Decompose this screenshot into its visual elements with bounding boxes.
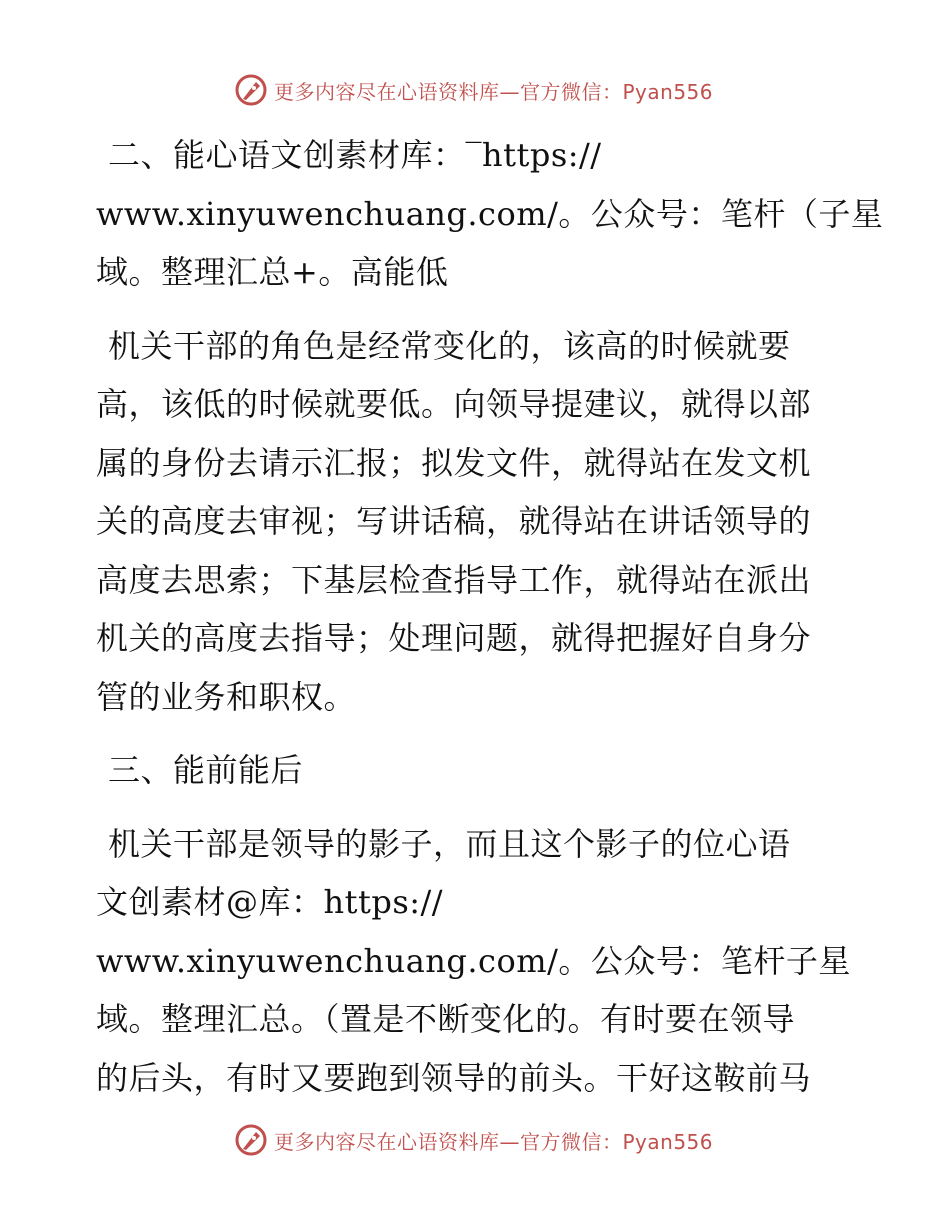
- text-line: 域。整理汇总。（置是不断变化的。有时要在领导: [96, 1000, 796, 1038]
- text-line: 机关的高度去指导；处理问题，就得把握好自身分: [96, 619, 812, 657]
- header-watermark-banner: [234, 72, 713, 108]
- text-line: 管的业务和职权。: [96, 677, 357, 716]
- paragraph-first-line: 机关干部的角色是经常变化的，该高的时候就要: [108, 326, 791, 365]
- text-line: 高度去思索；下基层检查指导工作，就得站在派出: [96, 560, 812, 599]
- text-line: www.xinyuwenchuang.com/。公众号：笔杆（子星: [96, 194, 884, 233]
- text-line: 域。整理汇总+。高能低: [96, 253, 449, 291]
- text-line: 的后头，有时又要跑到领导的前头。干好这鞍前马: [96, 1058, 812, 1097]
- pen-nib-logo-icon: [234, 1123, 268, 1157]
- document-body: [96, 126, 884, 1107]
- text-line: www.xinyuwenchuang.com/。公众号：笔杆子星: [96, 941, 851, 980]
- heading-section-two: 二、能心语文创素材库：‾https://: [108, 136, 602, 174]
- text-line: 关的高度去审视；写讲话稿，就得站在讲话领导的: [96, 502, 812, 540]
- text-line: 高，该低的时候就要低。向领导提建议，就得以部: [96, 385, 812, 423]
- heading-section-three: 三、能前能后: [108, 751, 304, 789]
- header-watermark-text: 更多内容尽在心语资料库—官方微信：Pyan556: [274, 79, 714, 104]
- text-line: 文创素材@库：https://: [96, 883, 444, 921]
- pen-nib-logo-icon: [234, 73, 268, 107]
- footer-watermark-banner: [234, 1122, 713, 1158]
- footer-watermark-text: 更多内容尽在心语资料库—官方微信：Pyan556: [274, 1129, 714, 1154]
- paragraph-first-line: 机关干部是领导的影子，而且这个影子的位心语: [108, 824, 791, 863]
- text-line: 属的身份去请示汇报；拟发文件，就得站在发文机: [96, 443, 812, 482]
